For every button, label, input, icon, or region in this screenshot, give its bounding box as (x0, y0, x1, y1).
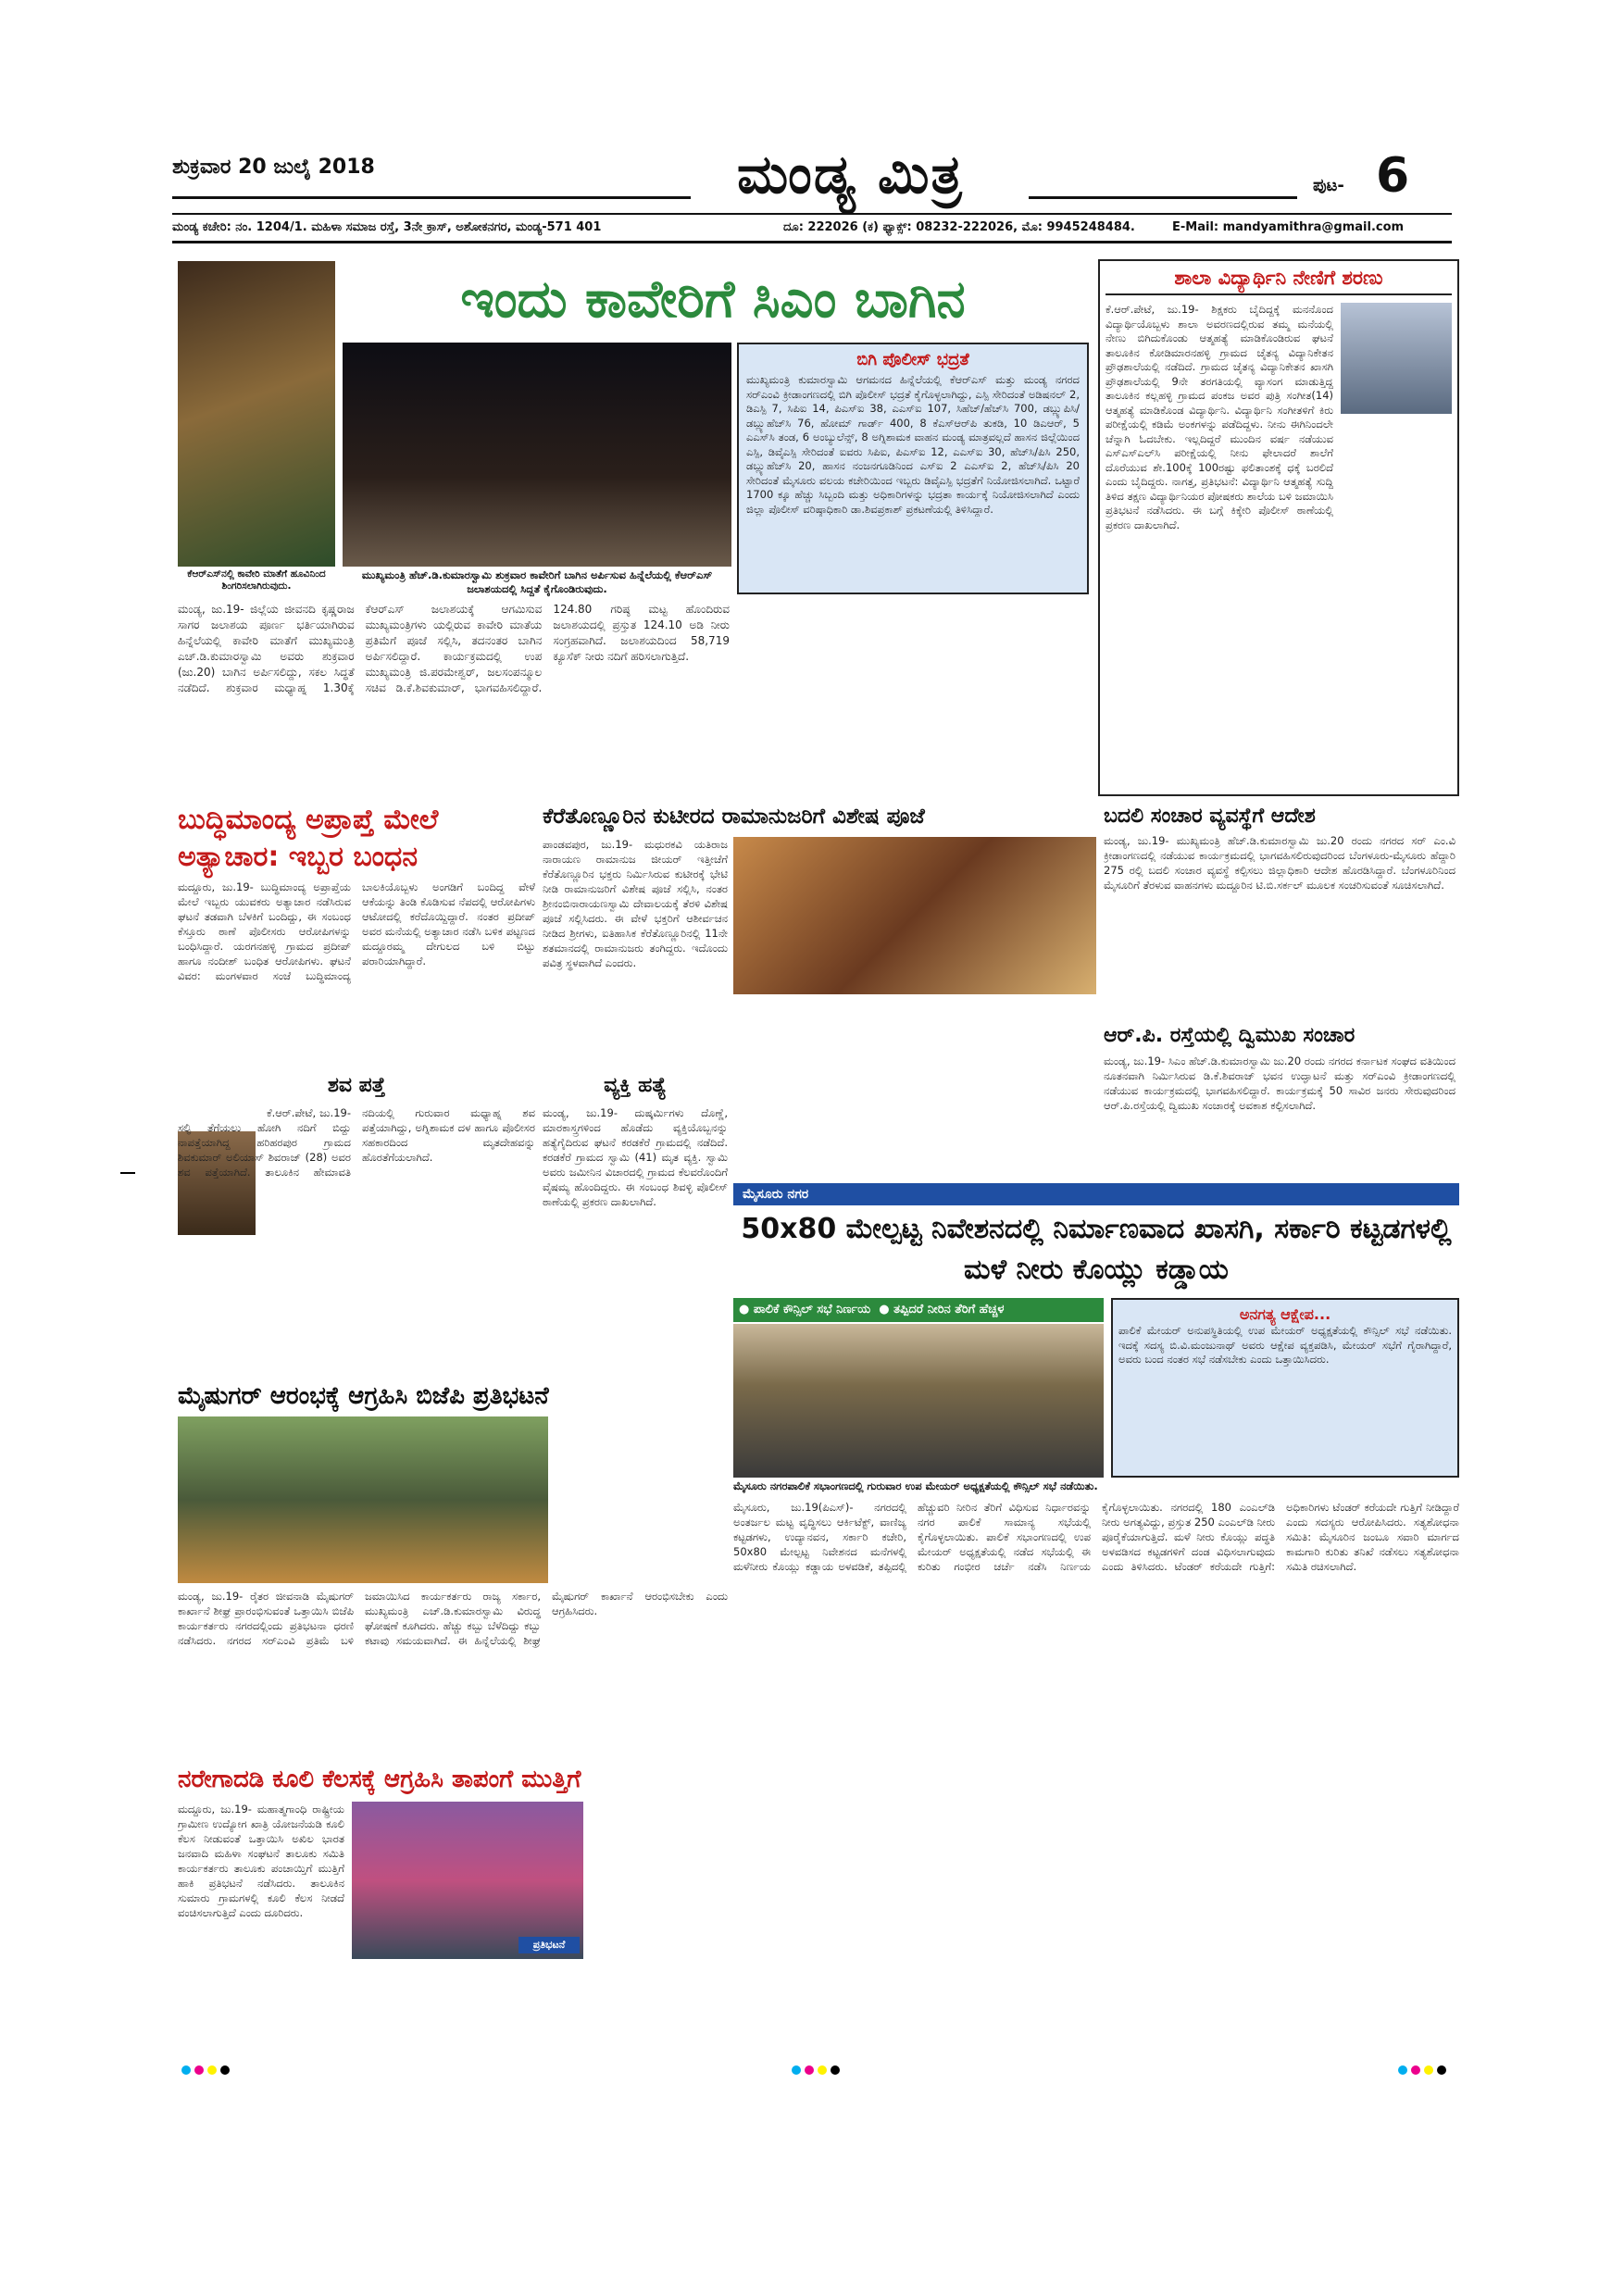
mysore-side-body: ಪಾಲಿಕೆ ಮೇಯರ್ ಅನುಪಸ್ಥಿತಿಯಲ್ಲಿ ಉಪ ಮೇಯರ್ ಅಧ್ಯಕ್ಷತೆಯಲ್ಲಿ ಕೌನ್ಸಿಲ್ ಸಭೆ ನಡೆಯಿತು. ಇದಕ್ಕೆ ಸದಸ್ಯ ಬಿ.ವಿ.ಮಂಜುನಾಥ್ ಅವರು ಆಕ್ಷೇಪ ವ್ಯಕ್ತಪಡಿಸಿ, ಮೇಯರ್ ಸಭೆಗೆ ಗೈರಾಗಿದ್ದಾರೆ, ಅವರು ಬಂದ ನಂತರ ಸಭೆ ನಡೆಸಬೇಕು ಎಂದು ಒತ್ತಾಯಿಸಿದರು. (1118, 1324, 1452, 1366)
black-registration-dot (220, 2065, 230, 2075)
registration-marks-left (181, 2061, 233, 2078)
mysore-bullet-2: ತಪ್ಪಿದರೆ ನೀರಿನ ತೆರಿಗೆ ಹೆಚ್ಚಳ (893, 1303, 1005, 1316)
yellow-registration-dot (818, 2065, 827, 2075)
newspaper-title: ಮಂಡ್ಯ ಮಿತ್ರ (737, 143, 964, 206)
nrega-body: ಮದ್ದೂರು, ಜು.19- ಮಹಾತ್ಮಗಾಂಧಿ ರಾಷ್ಟ್ರೀಯ ಗ್ರಾಮೀಣ ಉದ್ಯೋಗ ಖಾತ್ರಿ ಯೋಜನೆಯಡಿ ಕೂಲಿ ಕೆಲಸ ನೀಡುವಂತೆ ಒತ್ತಾಯಿಸಿ ಅಖಿಲ ಭಾರತ ಜನವಾದಿ ಮಹಿಳಾ ಸಂಘಟನೆ ತಾಲೂಕು ಸಮಿತಿ ಕಾರ್ಯಕರ್ತರು ತಾಲೂಕು ಪಂಚಾಯ್ತಿಗೆ ಮುತ್ತಿಗೆ ಹಾಕಿ ಪ್ರತಿಭಟನೆ ನಡೆಸಿದರು. ತಾಲೂಕಿನ ಸುಮಾರು ಗ್ರಾಮಗಳಲ್ಲಿ ಕೂಲಿ ಕೆಲಸ ನೀಡದೆ ವಂಚಿಸಲಾಗುತ್ತಿದೆ ಎಂದು ದೂರಿದರು. (178, 1803, 344, 1919)
office-email: E-Mail: mandyamithra@gmail.com (1172, 220, 1405, 234)
abuse-body: ಮದ್ದೂರು, ಜು.19- ಬುದ್ಧಿಮಾಂದ್ಯ ಅಪ್ರಾಪ್ತೆಯ ಮೇಲೆ ಇಬ್ಬರು ಯುವಕರು ಅತ್ಯಾಚಾರ ನಡೆಸಿರುವ ಘಟನೆ ತಡವಾಗಿ ಬೆಳಕಿಗೆ ಬಂದಿದ್ದು, ಈ ಸಂಬಂಧ ಕೆಸ್ತೂರು ಠಾಣೆ ಪೊಲೀಸರು ಆರೋಪಿಗಳನ್ನು ಬಂಧಿಸಿದ್ದಾರೆ. ಯರಗನಹಳ್ಳಿ ಗ್ರಾಮದ ಪ್ರದೀಪ್ ಹಾಗೂ ನಂದೀಶ್ ಬಂಧಿತ ಆರೋಪಿಗಳು. ಘಟನೆ ವಿವರ: ಮಂಗಳವಾರ ಸಂಜೆ ಬುದ್ಧಿಮಾಂದ್ಯ ಬಾಲಕಿಯೊಬ್ಬಳು ಅಂಗಡಿಗೆ ಬಂದಿದ್ದ ವೇಳೆ ಆಕೆಯನ್ನು ತಿಂಡಿ ಕೊಡಿಸುವ ನೆಪದಲ್ಲಿ ಆರೋಪಿಗಳು ಆಟೋದಲ್ಲಿ ಕರೆದೊಯ್ದಿದ್ದಾರೆ. ನಂತರ ಪ್ರದೀಪ್ ಅವರ ಮನೆಯಲ್ಲಿ ಅತ್ಯಾಚಾರ ನಡೆಸಿ ಬಳಿಕ ಪಟ್ಟಣದ ಮದ್ದೂರಮ್ಮ ದೇಗುಲದ ಬಳಿ ಬಿಟ್ಟು ಪರಾರಿಯಾಗಿದ್ದಾರೆ. (178, 880, 535, 982)
masthead (172, 143, 1452, 250)
mysore-bullet-1: ಪಾಲಿಕೆ ಕೌನ್ಸಿಲ್ ಸಭೆ ನಿರ್ಣಯ (753, 1303, 871, 1316)
nrega-protest-photo (352, 1802, 583, 1959)
yellow-registration-dot (207, 2065, 217, 2075)
council-meeting-photo (733, 1324, 1104, 1478)
security-box (737, 343, 1089, 594)
kaveri-idol-caption: ಕೆಆರ್‌ಎಸ್‌ನಲ್ಲಿ ಕಾವೇರಿ ಮಾತೆಗೆ ಹೂವಿನಿಂದ ಶಿಂಗರಿಸಲಾಗಿರುವುದು. (187, 568, 326, 592)
corpse-headline: ಶವ ಪತ್ತೆ (327, 1074, 386, 1097)
magenta-registration-dot (805, 2065, 814, 2075)
krs-dam-caption: ಮುಖ್ಯಮಂತ್ರಿ ಹೆಚ್.ಡಿ.ಕುಮಾರಸ್ವಾಮಿ ಶುಕ್ರವಾರ ಕಾವೇರಿಗೆ ಬಾಗಿನ ಅರ್ಪಿಸುವ ಹಿನ್ನೆಲೆಯಲ್ಲಿ ಕೆಆರ್‌ಎಸ್ ಜಲಾಶಯದಲ್ಲಿ ಸಿದ್ದತೆ ಕೈಗೊಂಡಿರುವುದು. (361, 568, 713, 595)
mysore-bullets (733, 1298, 1104, 1322)
office-phone: ದೂ: 222026 (ಕ) ಫ್ಯಾಕ್ಸ್: 08232-222026, ಮೊ: 9945248484. (783, 220, 1135, 234)
council-meeting-caption: ಮೈಸೂರು ನಗರಪಾಲಿಕೆ ಸಭಾಂಗಣದಲ್ಲಿ ಗುರುವಾರ ಉಪ ಮೇಯರ್ ಅಧ್ಯಕ್ಷತೆಯಲ್ಲಿ ಕೌನ್ಸಿಲ್ ಸಭೆ ನಡೆಯಿತು. (733, 1479, 1098, 1492)
murder-body: ಮಂಡ್ಯ, ಜು.19- ದುಷ್ಕರ್ಮಿಗಳು ದೊಣ್ಣೆ, ಮಾರಕಾಸ್ತ್ರಗಳಿಂದ ಹೊಡೆದು ವ್ಯಕ್ತಿಯೊಬ್ಬನನ್ನು ಹತ್ಯೆಗೈದಿರುವ ಘಟನೆ ಕರಡಕೆರೆ ಗ್ರಾಮದಲ್ಲಿ ನಡೆದಿದೆ. ಕರಡಕೆರೆ ಗ್ರಾಮದ ಸ್ವಾಮಿ (41) ಮೃತ ವ್ಯಕ್ತಿ. ಸ್ವಾಮಿ ಅವರು ಜಮೀನಿನ ವಿಚಾರದಲ್ಲಿ ಗ್ರಾಮದ ಕೆಲವರೊಂದಿಗೆ ವೈಷಮ್ಯ ಹೊಂದಿದ್ದರು. ಈ ಸಂಬಂಧ ಶಿವಳ್ಳಿ ಪೊಲೀಸ್ ಠಾಣೆಯಲ್ಲಿ ಪ್ರಕರಣ ದಾಖಲಾಗಿದೆ. (543, 1106, 728, 1208)
registration-marks-center (792, 2061, 843, 2078)
kaveri-idol-photo (178, 261, 335, 567)
lead-body-continued (737, 602, 1089, 805)
transport-headline: ಬದಲಿ ಸಂಚಾರ ವ್ಯವಸ್ಥೆಗೆ ಆದೇಶ (1104, 805, 1316, 828)
registration-marks-right (1398, 2061, 1450, 2078)
ramanuja-headline: ಕೆರೆತೊಣ್ಣೂರಿನ ಕುಟೀರದ ರಾಮಾನುಜರಿಗೆ ವಿಶೇಷ ಪೂಜೆ (543, 805, 925, 829)
rp-road-headline: ಆರ್.ಪಿ. ರಸ್ತೆಯಲ್ಲಿ ದ್ವಿಮುಖ ಸಂಚಾರ (1104, 1024, 1355, 1047)
issue-date: ಶುಕ್ರವಾರ 20 ಜುಲೈ 2018 (172, 156, 375, 179)
masthead-rule-left (172, 196, 691, 199)
student-photo (1341, 303, 1452, 414)
masthead-rule-right (1029, 196, 1297, 199)
magenta-registration-dot (1411, 2065, 1420, 2075)
yellow-registration-dot (1424, 2065, 1433, 2075)
mysugar-headline: ಮೈಷುಗರ್ ಆರಂಭಕ್ಕೆ ಆಗ್ರಹಿಸಿ ಬಿಜೆಪಿ ಪ್ರತಿಭಟನೆ (178, 1382, 549, 1410)
crop-mark (120, 1172, 135, 1174)
nrega-banner: ಪ್ರತಿಭಟನೆ (518, 1937, 580, 1953)
school-body: ಕೆ.ಆರ್.ಪೇಟೆ, ಜು.19- ಶಿಕ್ಷಕರು ಬೈದಿದ್ದಕ್ಕೆ ಮನನೊಂದ ವಿದ್ಯಾರ್ಥಿಯೊಬ್ಬಳು ಶಾಲಾ ಅವರಣದಲ್ಲಿರುವ ತಮ್ಮ ಮನೆಯಲ್ಲಿ ನೇಣು ಬಿಗಿದುಕೊಂಡು ಆತ್ಮಹತ್ಯೆ ಮಾಡಿಕೊಂಡಿರುವ ಘಟನೆ ತಾಲೂಕಿನ ಕೋಡಿಮಾರನಹಳ್ಳಿ ಗ್ರಾಮದ ಚೈತನ್ಯ ವಿದ್ಯಾನಿಕೇತನ ಪ್ರೌಢಶಾಲೆಯಲ್ಲಿ ನಡೆದಿದೆ. ಗ್ರಾಮದ ಚೈತನ್ಯ ವಿದ್ಯಾನಿಕೇತನ ಖಾಸಗಿ ಪ್ರೌಢಶಾಲೆಯಲ್ಲಿ 9ನೇ ತರಗತಿಯಲ್ಲಿ ವ್ಯಾಸಂಗ ಮಾಡುತ್ತಿದ್ದ ತಾಲೂಕಿನ ಕಲ್ಲಹಳ್ಳಿ ಗ್ರಾಮದ ಪಂಕಜ ಅವರ ಪುತ್ರಿ ಸಂಗೀತ(14) ಆತ್ಮಹತ್ಯೆ ಮಾಡಿಕೊಂಡ ವಿದ್ಯಾರ್ಥಿನಿ. ವಿದ್ಯಾರ್ಥಿನಿ ಸಂಗೀತಳಿಗೆ ಕಿರು ಪರೀಕ್ಷೆಯಲ್ಲಿ ಕಡಿಮೆ ಅಂಕಗಳನ್ನು ಪಡೆದಿದ್ದಳು. ನೀನು ಈಗಿನಿಂದಲೇ ಚೆನ್ನಾಗಿ ಓದಬೇಕು. ಇಲ್ಲದಿದ್ದರೆ ಮುಂದಿನ ವರ್ಷ ನಡೆಯುವ ಎಸ್‌ಎಸ್‌ಎಲ್‌ಸಿ ಪರೀಕ್ಷೆಯಲ್ಲಿ ನೀನು ಫೇಲಾದರೆ ಶಾಲೆಗೆ ದೊರೆಯುವ ಶೇ.100ಕ್ಕೆ 100ರಷ್ಟು ಫಲಿತಾಂಶಕ್ಕೆ ಧಕ್ಕೆ ಬರಲಿದೆ ಎಂದು ಬೈದಿದ್ದರು. ನಾಗತ್ತ, ಪ್ರತಿಭಟನೆ: ವಿದ್ಯಾರ್ಥಿನಿ ಆತ್ಮಹತ್ಯೆ ಸುದ್ದಿ ತಿಳಿದ ತಕ್ಷಣ ವಿದ್ಯಾರ್ಥಿನಿಯರ ಪೋಷಕರು ಶಾಲೆಯ ಬಳಿ ಜಮಾಯಿಸಿ ಪ್ರತಿಭಟನೆ ನಡೆಸಿದರು. ಈ ಬಗ್ಗೆ ಕಿಕ್ಕೇರಿ ಪೊಲೀಸ್ ಠಾಣೆಯಲ್ಲಿ ಪ್ರಕರಣ ದಾಖಲಾಗಿದೆ. (1106, 303, 1333, 531)
corpse-body: ಕೆ.ಆರ್.ಪೇಟೆ, ಜು.19- ಸಲ್ಫಿ ತೆಗೆಯಲು ಹೋಗಿ ನದಿಗೆ ಬಿದ್ದು ನಾಪತ್ತೆಯಾಗಿದ್ದ ಹರಿಹರಪುರ ಗ್ರಾಮದ ಶಿವಕುಮಾರ್ ಅಲಿಯಾಸ್ ಶಿವರಾಜ್ (28) ಅವರ ಶವ ಪತ್ತೆಯಾಗಿದೆ. ತಾಲೂಕಿನ ಹೇಮಾವತಿ ನದಿಯಲ್ಲಿ ಗುರುವಾರ ಮಧ್ಯಾಹ್ನ ಶವ ಪತ್ತೆಯಾಗಿದ್ದು, ಅಗ್ನಿಶಾಮಕ ದಳ ಹಾಗೂ ಪೊಲೀಸರ ಸಹಕಾರದಿಂದ ಮೃತದೇಹವನ್ನು ಹೊರತೆಗೆಯಲಾಗಿದೆ. (178, 1106, 535, 1179)
black-registration-dot (1437, 2065, 1446, 2075)
page-label: ಪುಟ- (1313, 176, 1344, 195)
masthead-rule-bottom (172, 241, 1452, 243)
ramanuja-body: ಪಾಂಡವಪುರ, ಜು.19- ಮಧುರಕವಿ ಯತಿರಾಜ ನಾರಾಯಣ ರಾಮಾನುಜ ಜೀಯರ್ ಇತ್ತೀಚೆಗೆ ಕೆರೆತೊಣ್ಣೂರಿನ ಭಕ್ತರು ನಿರ್ಮಿಸಿರುವ ಕುಟೀರಕ್ಕೆ ಭೇಟಿ ನೀಡಿ ರಾಮಾನುಜರಿಗೆ ವಿಶೇಷ ಪೂಜೆ ಸಲ್ಲಿಸಿ, ನಂತರ ಶ್ರೀನಂಬಿನಾರಾಯಣಸ್ವಾಮಿ ದೇವಾಲಯಕ್ಕೆ ತೆರಳಿ ವಿಶೇಷ ಪೂಜೆ ಸಲ್ಲಿಸಿದರು. ಈ ವೇಳೆ ಭಕ್ತರಿಗೆ ಆಶೀರ್ವಚನ ನೀಡಿದ ಶ್ರೀಗಳು, ಐತಿಹಾಸಿಕ ಕೆರೆತೊಣ್ಣೂರಿನಲ್ಲಿ 11ನೇ ಶತಮಾನದಲ್ಲಿ ರಾಮಾನುಜರು ತಂಗಿದ್ದರು. ಇದೊಂದು ಪವಿತ್ರ ಸ್ಥಳವಾಗಿದೆ ಎಂದರು. (543, 838, 728, 969)
cyan-registration-dot (181, 2065, 191, 2075)
mysugar-body: ಮಂಡ್ಯ, ಜು.19- ರೈತರ ಜೀವನಾಡಿ ಮೈಷುಗರ್ ಕಾರ್ಖಾನೆ ಶೀಘ್ರ ಪ್ರಾರಂಭಿಸುವಂತೆ ಒತ್ತಾಯಿಸಿ ಬಿಜೆಪಿ ಕಾರ್ಯಕರ್ತರು ನಗರದಲ್ಲಿಂದು ಪ್ರತಿಭಟನಾ ಧರಣಿ ನಡೆಸಿದರು. ನಗರದ ಸರ್‌ಎಂವಿ ಪ್ರತಿಮೆ ಬಳಿ ಜಮಾಯಿಸಿದ ಕಾರ್ಯಕರ್ತರು ರಾಜ್ಯ ಸರ್ಕಾರ, ಮುಖ್ಯಮಂತ್ರಿ ಎಚ್.ಡಿ.ಕುಮಾರಸ್ವಾಮಿ ವಿರುದ್ಧ ಘೋಷಣೆ ಕೂಗಿದರು. ಹೆಚ್ಚು ಕಬ್ಬು ಬೆಳೆದಿದ್ದು ಕಬ್ಬು ಕಟಾವು ಸಮಯವಾಗಿದೆ. ಈ ಹಿನ್ನೆಲೆಯಲ್ಲಿ ಶೀಘ್ರ ಮೈಷುಗರ್ ಕಾರ್ಖಾನೆ ಆರಂಭಿಸಬೇಕು ಎಂದು ಆಗ್ರಹಿಸಿದರು. (178, 1590, 728, 1647)
page-number: 6 (1376, 148, 1410, 204)
bullet-dot-icon: ● (874, 1303, 890, 1316)
mysore-body: ಮೈಸೂರು, ಜು.19(ಪಿಎಸ್)- ನಗರದಲ್ಲಿ ಅಂತರ್ಜಲ ಮಟ್ಟ ವೃದ್ಧಿಸಲು ಆರ್ಕಿಟೆಕ್ಟ್, ವಾಣಿಜ್ಯ ಕಟ್ಟಡಗಳು, ಉದ್ಯಾನವನ, ಸರ್ಕಾರಿ ಕಚೇರಿ, 50x80 ಮೇಲ್ಪಟ್ಟ ನಿವೇಶನದ ಮನೆಗಳಲ್ಲಿ ಮಳೆನೀರು ಕೊಯ್ಲು ಕಡ್ಡಾಯ ಅಳವಡಿಕೆ, ತಪ್ಪಿದಲ್ಲಿ ಹೆಚ್ಚುವರಿ ನೀರಿನ ತೆರಿಗೆ ವಿಧಿಸುವ ನಿರ್ಧಾರವನ್ನು ನಗರ ಪಾಲಿಕೆ ಸಾಮಾನ್ಯ ಸಭೆಯಲ್ಲಿ ಕೈಗೊಳ್ಳಲಾಯಿತು. ಪಾಲಿಕೆ ಸಭಾಂಗಣದಲ್ಲಿ ಉಪ ಮೇಯರ್ ಅಧ್ಯಕ್ಷತೆಯಲ್ಲಿ ನಡೆದ ಸಭೆಯಲ್ಲಿ ಈ ಕುರಿತು ಗಂಭೀರ ಚರ್ಚೆ ನಡೆಸಿ ನಿರ್ಣಯ ಕೈಗೊಳ್ಳಲಾಯಿತು. ನಗರದಲ್ಲಿ 180 ಎಂಎಲ್‌ಡಿ ನೀರು ಅಗತ್ಯವಿದ್ದು, ಪ್ರಸ್ತುತ 250 ಎಂಎಲ್‌ಡಿ ನೀರು ಪೂರೈಕೆಯಾಗುತ್ತಿದೆ. ಮಳೆ ನೀರು ಕೊಯ್ಲು ಪದ್ಧತಿ ಅಳವಡಿಸದ ಕಟ್ಟಡಗಳಿಗೆ ದಂಡ ವಿಧಿಸಲಾಗುವುದು ಎಂದು ತಿಳಿಸಿದರು. ಟೆಂಡರ್ ಕರೆಯದೇ ಗುತ್ತಿಗೆ: ಅಧಿಕಾರಿಗಳು ಟೆಂಡರ್ ಕರೆಯದೇ ಗುತ್ತಿಗೆ ನೀಡಿದ್ದಾರೆ ಎಂದು ಸದಸ್ಯರು ಆರೋಪಿಸಿದರು. ಸತ್ಯಶೋಧನಾ ಸಮಿತಿ: ಮೈಸೂರಿನ ಜಂಬೂ ಸವಾರಿ ಮಾರ್ಗದ ಕಾಮಗಾರಿ ಕುರಿತು ತನಿಖೆ ನಡೆಸಲು ಸತ್ಯಶೋಧನಾ ಸಮಿತಿ ರಚಿಸಲಾಗಿದೆ. (733, 1501, 1459, 1573)
security-box-text: ಮುಖ್ಯಮಂತ್ರಿ ಕುಮಾರಸ್ವಾಮಿ ಆಗಮನದ ಹಿನ್ನೆಲೆಯಲ್ಲಿ ಕೆಆರ್‌ಎಸ್ ಮತ್ತು ಮಂಡ್ಯ ನಗರದ ಸರ್‌ಎಂವಿ ಕ್ರೀಡಾಂಗಣದಲ್ಲಿ ಬಿಗಿ ಪೊಲೀಸ್ ಭದ್ರತೆ ಕೈಗೊಳ್ಳಲಾಗಿದ್ದು, ಎಸ್ಪಿ ಸೇರಿದಂತೆ ಅಡಿಷನಲ್ 2, ಡಿಎಸ್ಪಿ 7, ಸಿಪಿಐ 14, ಪಿಎಸ್‌ಐ 38, ಎಎಸ್‌ಐ 107, ಸಿಹೆಚ್/ಹೆಚ್‌ಸಿ 700, ಡಬ್ಲ್ಯುಪಿಸಿ/ಡಬ್ಲ್ಯುಹೆಚ್‌ಸಿ 76, ಹೋಮ್ ಗಾರ್ಡ್ 400, 8 ಕೆಎಸ್‌ಆರ್‌ಪಿ ತುಕಡಿ, 10 ಡಿಎಆರ್, 5 ಎಎಸ್‌ಸಿ ತಂಡ, 6 ಅಂಬ್ಯುಲೆನ್ಸ್, 8 ಅಗ್ನಿಶಾಮಕ ವಾಹನ ಮಂಡ್ಯ ಮಾತ್ರವಲ್ಲದೆ ಹಾಸನ ಜಿಲ್ಲೆಯಿಂದ ಎಸ್ಪಿ, ಡಿವೈಎಸ್ಪಿ ಸೇರಿದಂತೆ ಐವರು ಸಿಪಿಐ, ಪಿಎಸ್‌ಐ 12, ಎಎಸ್‌ಐ 30, ಹೆಚ್‌ಸಿ/ಪಿಸಿ 250, ಡಬ್ಲ್ಯುಹೆಚ್‌ಸಿ 20, ಹಾಸನ ನಂಜನಗೂಡಿನಿಂದ ಎಸ್‌ಐ 2 ಎಎಸ್‌ಐ 2, ಹೆಚ್‌ಸಿ/ಪಿಸಿ 20 ಸೇರಿದಂತೆ ಮೈಸೂರು ವಲಯ ಕಚೇರಿಯಿಂದ ಇಬ್ಬರು ಡಿವೈಎಸ್ಪಿ ಭದ್ರತೆಗೆ ನಿಯೋಜಿಸಲಾಗಿದೆ. ಒಟ್ಟಾರೆ 1700 ಕ್ಕೂ ಹೆಚ್ಚು ಸಿಬ್ಬಂದಿ ಮತ್ತು ಅಧಿಕಾರಿಗಳನ್ನು ಭದ್ರತಾ ಕಾರ್ಯಕ್ಕೆ ನಿಯೋಜಿಸಲಾಗಿದೆ ಎಂದು ಜಿಲ್ಲಾ ಪೊಲೀಸ್ ವರಿಷ್ಠಾಧಿಕಾರಿ ಡಾ.ಶಿವಪ್ರಕಾಶ್ ಪ್ರಕಟಣೆಯಲ್ಲಿ ತಿಳಿಸಿದ್ದಾರೆ. (746, 373, 1080, 516)
transport-body: ಮಂಡ್ಯ, ಜು.19- ಮುಖ್ಯಮಂತ್ರಿ ಹೆಚ್.ಡಿ.ಕುಮಾರಸ್ವಾಮಿ ಜು.20 ರಂದು ನಗರದ ಸರ್ ಎಂ.ವಿ ಕ್ರೀಡಾಂಗಣದಲ್ಲಿ ನಡೆಯುವ ಕಾರ್ಯಕ್ರಮದಲ್ಲಿ ಭಾಗವಹಿಸಲಿರುವುದರಿಂದ ಬೆಂಗಳೂರು-ಮೈಸೂರು ಹೆದ್ದಾರಿ 275 ರಲ್ಲಿ ಬದಲಿ ಸಂಚಾರ ವ್ಯವಸ್ಥೆ ಕಲ್ಪಿಸಲು ಜಿಲ್ಲಾಧಿಕಾರಿ ಆದೇಶ ಹೊರಡಿಸಿದ್ದಾರೆ. ಬೆಂಗಳೂರಿನಿಂದ ಮೈಸೂರಿಗೆ ತೆರಳುವ ವಾಹನಗಳು ಮದ್ದೂರಿನ ಟಿ.ಬಿ.ಸರ್ಕಲ್ ಮೂಲಕ ಸಂಚರಿಸುವಂತೆ ಸೂಚಿಸಲಾಗಿದೆ. (1104, 834, 1455, 892)
ramanuja-photo (733, 837, 1096, 994)
security-subheading: ಬಿಗಿ ಪೊಲೀಸ್ ಭದ್ರತೆ (856, 350, 969, 369)
nrega-headline: ನರೇಗಾದಡಿ ಕೂಲಿ ಕೆಲಸಕ್ಕೆ ಆಗ್ರಹಿಸಿ ತಾಪಂಗೆ ಮುತ್ತಿಗೆ (178, 1766, 581, 1793)
bjp-protest-photo (178, 1416, 548, 1583)
mysore-headline: 50x80 ಮೇಲ್ಪಟ್ಟ ನಿವೇಶನದಲ್ಲಿ ನಿರ್ಮಾಣವಾದ ಖಾಸಗಿ, ಸರ್ಕಾರಿ ಕಟ್ಟಡಗಳಲ್ಲಿ ಮಳೆ ನೀರು ಕೊಯ್ಲು ಕಡ್ಡಾಯ (741, 1213, 1452, 1286)
magenta-registration-dot (194, 2065, 204, 2075)
masthead-rule-thin (172, 213, 1452, 215)
krs-dam-photo (343, 343, 731, 567)
lead-body: ಮಂಡ್ಯ, ಜು.19- ಜಿಲ್ಲೆಯ ಜೀವನದಿ ಕೃಷ್ಣರಾಜ ಸಾಗರ ಜಲಾಶಯ ಪೂರ್ಣ ಭರ್ತಿಯಾಗಿರುವ ಹಿನ್ನೆಲೆಯಲ್ಲಿ ಕಾವೇರಿ ಮಾತೆಗೆ ಮುಖ್ಯಮಂತ್ರಿ ಎಚ್.ಡಿ.ಕುಮಾರಸ್ವಾಮಿ ಅವರು ಶುಕ್ರವಾರ (ಜು.20) ಬಾಗಿನ ಅರ್ಪಿಸಲಿದ್ದು, ಸಕಲ ಸಿದ್ಧತೆ ನಡೆದಿದೆ. ಶುಕ್ರವಾರ ಮಧ್ಯಾಹ್ನ 1.30ಕ್ಕೆ ಕೆಆರ್‌ಎಸ್ ಜಲಾಶಯಕ್ಕೆ ಆಗಮಿಸುವ ಮುಖ್ಯಮಂತ್ರಿಗಳು ಯಲ್ಲಿರುವ ಕಾವೇರಿ ಮಾತೆಯ ಪ್ರತಿಮೆಗೆ ಪೂಜೆ ಸಲ್ಲಿಸಿ, ತದನಂತರ ಬಾಗಿನ ಅರ್ಪಿಸಲಿದ್ದಾರೆ. ಕಾರ್ಯಕ್ರಮದಲ್ಲಿ ಉಪ ಮುಖ್ಯಮಂತ್ರಿ ಜಿ.ಪರಮೇಶ್ವರ್, ಜಲಸಂಪನ್ಮೂಲ ಸಚಿವ ಡಿ.ಕೆ.ಶಿವಕುಮಾರ್, ಭಾಗವಹಿಸಲಿದ್ದಾರೆ. 124.80 ಗರಿಷ್ಠ ಮಟ್ಟ ಹೊಂದಿರುವ ಜಲಾಶಯದಲ್ಲಿ ಪ್ರಸ್ತುತ 124.10 ಅಡಿ ನೀರು ಸಂಗ್ರಹವಾಗಿದೆ. ಜಲಾಶಯದಿಂದ 58,719 ಕ್ಯೂಸೆಕ್ ನೀರು ನದಿಗೆ ಹರಿಸಲಾಗುತ್ತಿದೆ. (178, 603, 730, 694)
office-address: ಮಂಡ್ಯ ಕಚೇರಿ: ನಂ. 1204/1. ಮಹಿಳಾ ಸಮಾಜ ರಸ್ತೆ, 3ನೇ ಕ್ರಾಸ್, ಅಶೋಕನಗರ, ಮಂಡ್ಯ-571 401 (172, 220, 602, 234)
mysore-side-heading: ಅನಗತ್ಯ ಆಕ್ಷೇಪ... (1239, 1305, 1331, 1323)
black-registration-dot (831, 2065, 840, 2075)
school-headline: ಶಾಲಾ ವಿದ್ಯಾರ್ಥಿನಿ ನೇಣಿಗೆ ಶರಣು (1106, 267, 1452, 295)
murder-headline: ವ್ಯಕ್ತಿ ಹತ್ಯೆ (604, 1074, 667, 1097)
lead-headline: ಇಂದು ಕಾವೇರಿಗೆ ಸಿಎಂ ಬಾಗಿನ (460, 269, 966, 330)
cyan-registration-dot (792, 2065, 801, 2075)
mysore-side-box (1111, 1298, 1459, 1478)
rp-road-body: ಮಂಡ್ಯ, ಜು.19- ಸಿಎಂ ಹೆಚ್.ಡಿ.ಕುಮಾರಸ್ವಾಮಿ ಜು.20 ರಂದು ನಗರದ ಕರ್ನಾಟಕ ಸಂಘದ ವತಿಯಿಂದ ನೂತನವಾಗಿ ನಿರ್ಮಿಸಿರುವ ಡಿ.ಕೆ.ಶಿವರಾಜ್ ಭವನ ಉದ್ಘಾಟನೆ ಮತ್ತು ಸರ್‌ಎಂವಿ ಕ್ರೀಡಾಂಗಣದಲ್ಲಿ ನಡೆಯುವ ಕಾರ್ಯಕ್ರಮದಲ್ಲಿ ಭಾಗವಹಿಸಲಿದ್ದಾರೆ. ಕಾರ್ಯಕ್ರಮಕ್ಕೆ 50 ಸಾವಿರ ಜನರು ಸೇರುವುದರಿಂದ ಆರ್.ಪಿ.ರಸ್ತೆಯಲ್ಲಿ ದ್ವಿಮುಖ ಸಂಚಾರಕ್ಕೆ ಅವಕಾಶ ಕಲ್ಪಿಸಲಾಗಿದೆ. (1104, 1054, 1455, 1112)
abuse-headline: ಬುದ್ಧಿಮಾಂದ್ಯ ಅಪ್ರಾಪ್ತೆ ಮೇಲೆ ಅತ್ಯಾಚಾರ: ಇಬ್ಬರ ಬಂಧನ (178, 804, 439, 873)
bullet-dot-icon: ● (739, 1303, 750, 1316)
cyan-registration-dot (1398, 2065, 1407, 2075)
mysore-tag: ಮೈಸೂರು ನಗರ (733, 1183, 1459, 1205)
school-story-box (1098, 259, 1459, 796)
nrega-body-continued (593, 1802, 728, 2052)
ramanuja-body-continued (733, 1000, 1096, 1065)
